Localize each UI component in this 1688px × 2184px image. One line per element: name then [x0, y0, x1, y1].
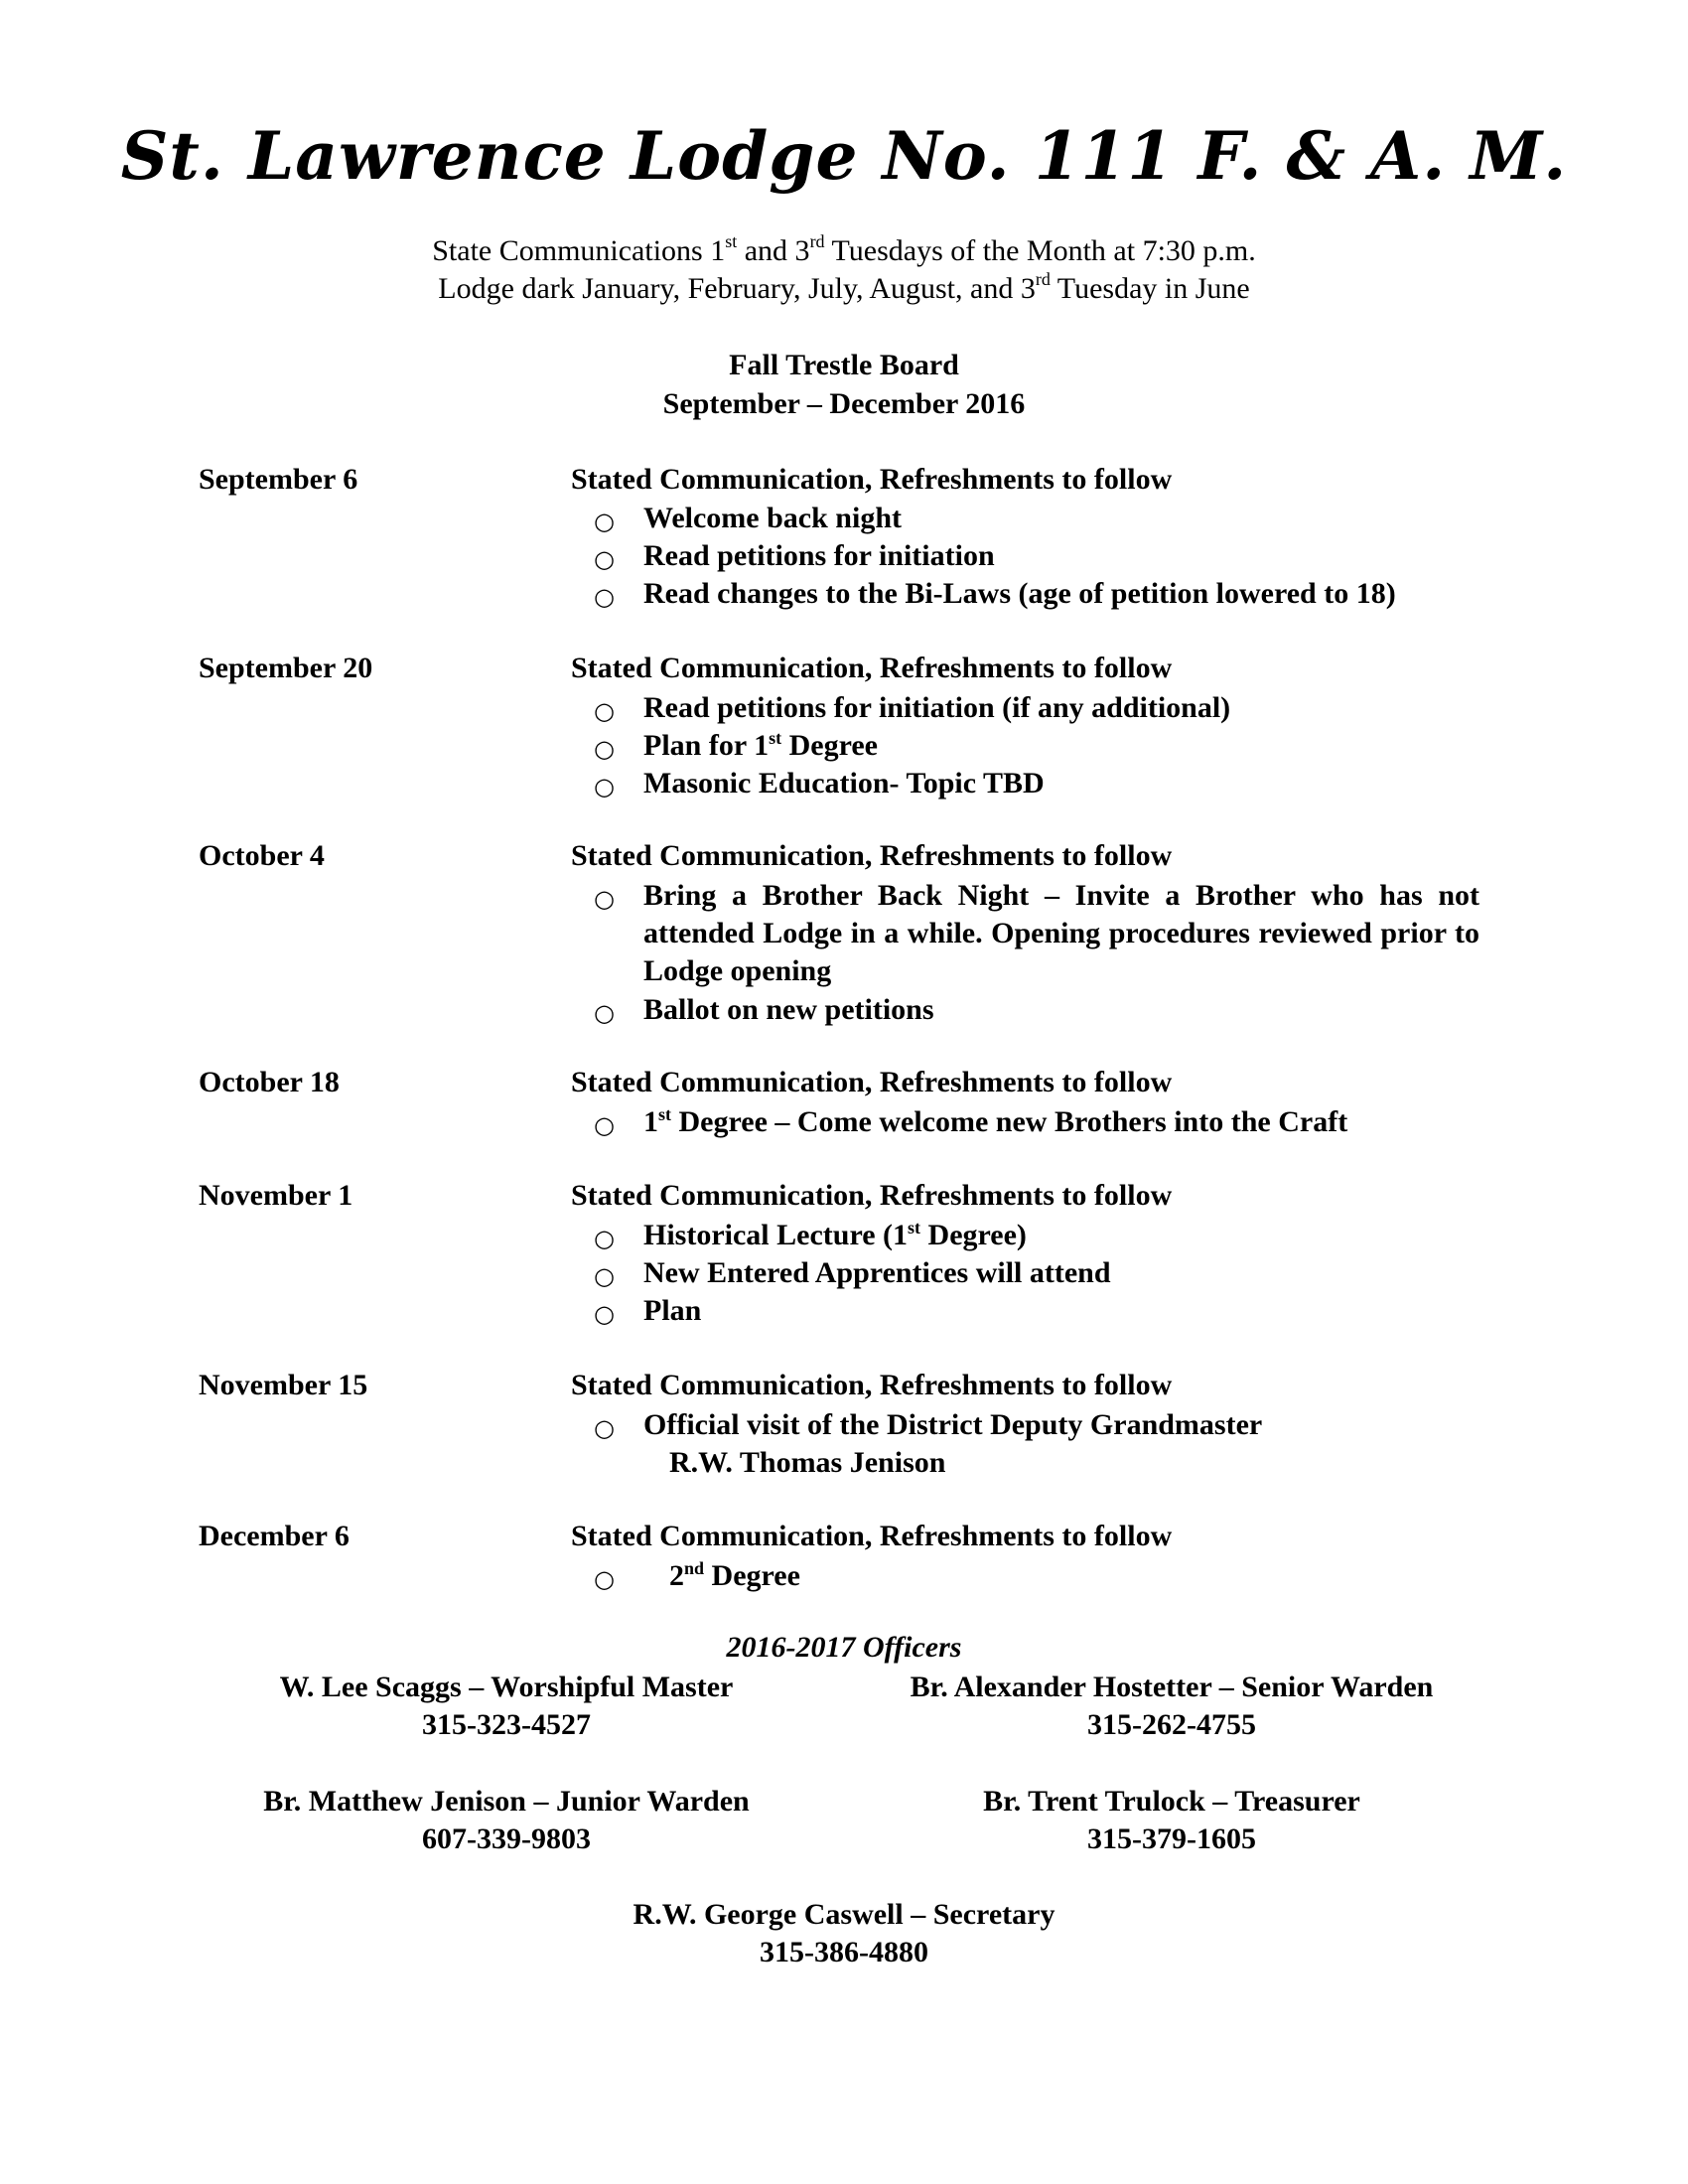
- officer-name: Br. Alexander Hostetter – Senior Warden: [910, 1671, 1434, 1703]
- officer-name: W. Lee Scaggs – Worshipful Master: [279, 1671, 734, 1703]
- officer-phone: 315-386-4880: [760, 1936, 928, 1968]
- bullet-icon: ○: [594, 1262, 615, 1290]
- ordinal-suffix: st: [769, 728, 782, 748]
- document-title: St. Lawrence Lodge No. 111 F. & A. M.: [120, 117, 1568, 195]
- event-item: Masonic Education- Topic TBD: [643, 767, 1045, 800]
- ordinal-suffix: st: [725, 231, 738, 251]
- bullet-icon: ○: [594, 1225, 615, 1252]
- item-text: Degree: [704, 1559, 800, 1592]
- item-text: 1: [643, 1105, 658, 1138]
- bullet-icon: ○: [594, 885, 615, 913]
- event-item: [669, 1557, 800, 1595]
- item-text: Degree – Come welcome new Brothers into the Craft: [671, 1105, 1348, 1138]
- ordinal-suffix: rd: [1035, 269, 1051, 289]
- item-text: Degree): [920, 1219, 1027, 1251]
- officer-phone: 315-379-1605: [1087, 1822, 1256, 1855]
- bullet-icon: ○: [594, 545, 615, 573]
- board-date-range: September – December 2016: [662, 387, 1026, 420]
- officers-title: 2016-2017 Officers: [726, 1631, 962, 1664]
- schedule-line-1: [0, 231, 1688, 268]
- schedule-text: State Communications 1: [432, 234, 726, 267]
- officer-name: Br. Matthew Jenison – Junior Warden: [263, 1785, 750, 1818]
- schedule-text: and 3: [737, 234, 810, 267]
- event-item: [643, 727, 878, 765]
- event-heading: Stated Communication, Refreshments to follow: [571, 1179, 1173, 1212]
- officer-name: Br. Trent Trulock – Treasurer: [983, 1785, 1360, 1818]
- schedule-text: Tuesdays of the Month at 7:30 p.m.: [824, 234, 1256, 267]
- bullet-icon: ○: [594, 583, 615, 611]
- officer-entry: [824, 1669, 1519, 1744]
- schedule-text: Lodge dark January, February, July, August, and 3: [438, 272, 1036, 305]
- event-item: Plan: [643, 1294, 702, 1327]
- officer-entry: [824, 1783, 1519, 1858]
- ordinal-suffix: st: [908, 1218, 921, 1238]
- event-heading: Stated Communication, Refreshments to follow: [571, 652, 1173, 684]
- event-date: September 20: [199, 652, 373, 684]
- bullet-icon: ○: [594, 1414, 615, 1442]
- officer-name: R.W. George Caswell – Secretary: [633, 1898, 1055, 1931]
- officer-phone: 607-339-9803: [422, 1822, 591, 1855]
- event-date: December 6: [199, 1520, 350, 1552]
- bullet-icon: ○: [594, 508, 615, 535]
- ordinal-suffix: st: [658, 1104, 671, 1124]
- item-text: Degree: [781, 729, 878, 762]
- event-heading: Stated Communication, Refreshments to follow: [571, 463, 1173, 496]
- event-date: November 1: [199, 1179, 353, 1212]
- bullet-icon: ○: [594, 1565, 615, 1593]
- item-text: Historical Lecture (1: [643, 1219, 909, 1251]
- event-heading: Stated Communication, Refreshments to follow: [571, 1520, 1173, 1552]
- event-item: Ballot on new petitions: [643, 993, 934, 1026]
- bullet-icon: ○: [594, 735, 615, 763]
- bullet-icon: ○: [594, 1300, 615, 1328]
- board-title: Fall Trestle Board: [729, 349, 959, 381]
- event-item: New Entered Apprentices will attend: [643, 1256, 1111, 1289]
- event-heading: Stated Communication, Refreshments to follow: [571, 1369, 1173, 1401]
- officer-phone: 315-262-4755: [1087, 1708, 1256, 1741]
- item-text: 2: [669, 1559, 684, 1592]
- bullet-icon: ○: [594, 697, 615, 725]
- event-item: [643, 1217, 1027, 1254]
- event-item: Welcome back night: [643, 502, 902, 534]
- event-item: R.W. Thomas Jenison: [669, 1446, 946, 1479]
- officer-entry: [496, 1896, 1192, 1971]
- officer-phone: 315-323-4527: [422, 1708, 591, 1741]
- bullet-icon: ○: [594, 1111, 615, 1139]
- event-item: Read petitions for initiation (if any additional): [643, 691, 1231, 724]
- bullet-icon: ○: [594, 999, 615, 1027]
- event-heading: Stated Communication, Refreshments to follow: [571, 839, 1173, 872]
- event-item: [643, 1103, 1347, 1141]
- bullet-icon: ○: [594, 773, 615, 801]
- schedule-text: Tuesday in June: [1050, 272, 1250, 305]
- event-date: October 18: [199, 1066, 340, 1098]
- officer-entry: [159, 1783, 854, 1858]
- event-item: Bring a Brother Back Night – Invite a Brother who has not attended Lodge in a while. Opening procedures reviewed prior to Lodge opening: [643, 879, 1479, 987]
- event-heading: Stated Communication, Refreshments to follow: [571, 1066, 1173, 1098]
- officer-entry: [159, 1669, 854, 1744]
- event-item: Read changes to the Bi-Laws (age of petition lowered to 18): [643, 577, 1396, 610]
- event-item: Read petitions for initiation: [643, 539, 995, 572]
- event-date: November 15: [199, 1369, 368, 1401]
- ordinal-suffix: nd: [684, 1558, 705, 1578]
- ordinal-suffix: rd: [809, 231, 825, 251]
- event-item: Official visit of the District Deputy Grandmaster: [643, 1408, 1263, 1441]
- item-text: Plan for 1: [643, 729, 770, 762]
- event-date: October 4: [199, 839, 325, 872]
- event-date: September 6: [199, 463, 358, 496]
- schedule-line-2: [0, 269, 1688, 306]
